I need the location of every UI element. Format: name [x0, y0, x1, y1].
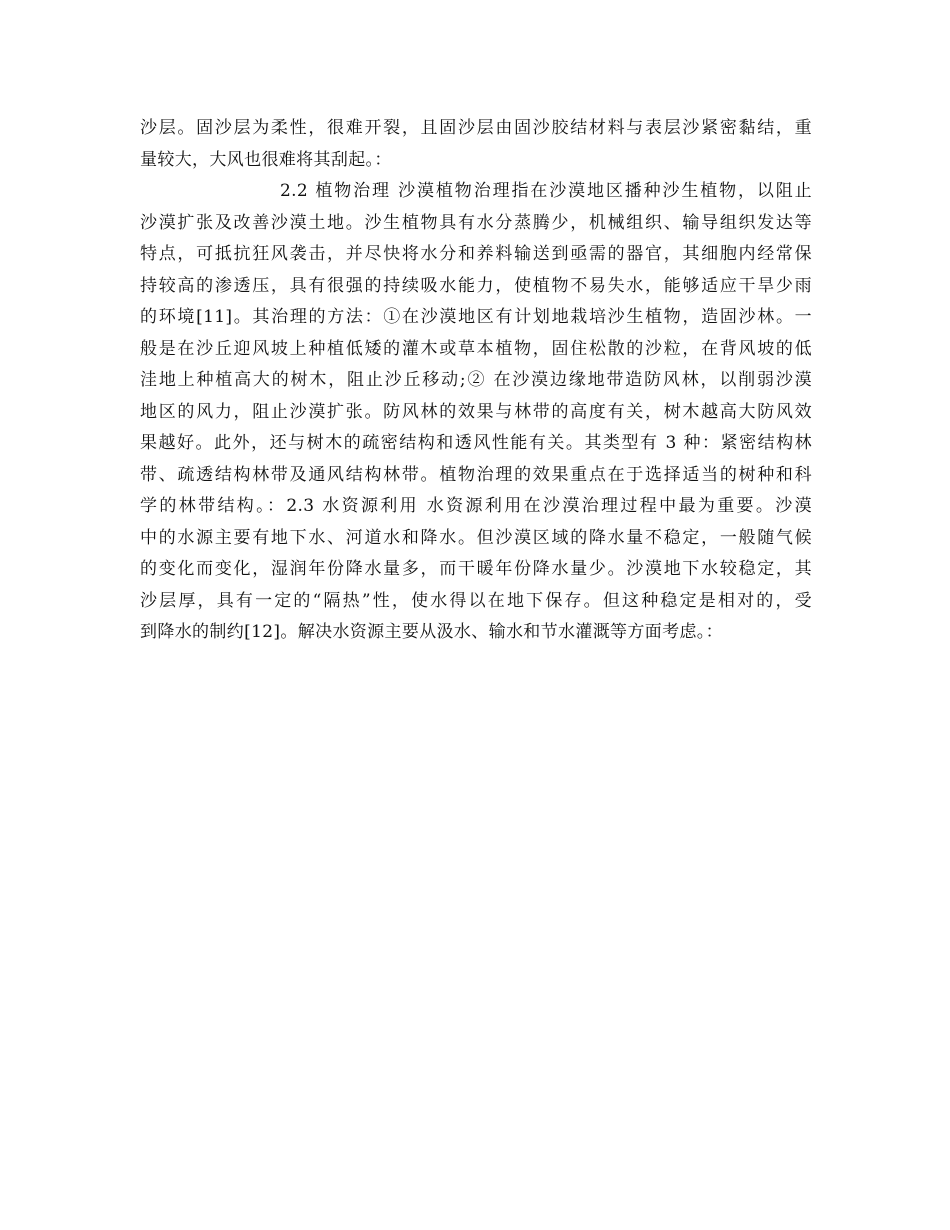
text-line-4: 沙漠扩张及改善沙漠土地。沙生植物具有水分蒸腾少，机械组织、输导组织发达等 — [140, 212, 812, 233]
text-line-9: 洼地上种植高大的树木，阻止沙丘移动;② 在沙漠边缘地带造防风林，以削弱沙漠 — [140, 370, 812, 390]
text-line-15: 的变化而变化，湿润年份降水量多，而干暖年份降水量少。沙漠地下水较稳定，其 — [140, 559, 812, 579]
text-line-1: 沙层。固沙层为柔性，很难开裂，且固沙层由固沙胶结材料与表层沙紧密黏结，重 — [140, 118, 812, 138]
text-line-5: 特点，可抵抗狂风袭击，并尽快将水分和养料输送到亟需的器官，其细胞内经常保 — [140, 244, 812, 264]
text-line-13: 学的林带结构。：2.3 水资源利用 水资源利用在沙漠治理过程中最为重要。沙漠 — [140, 496, 812, 516]
text-line-2: 量较大，大风也很难将其刮起。： — [140, 149, 392, 170]
section-heading-line: 2.2 植物治理 沙漠植物治理指在沙漠地区播种沙生植物，以阻止 — [280, 181, 812, 201]
text-line-17: 到降水的制约[12]。解决水资源主要从汲水、输水和节水灌溉等方面考虑。： — [140, 622, 723, 642]
text-line-16: 沙层厚，具有一定的“隔热”性，使水得以在地下保存。但这种稳定是相对的，受 — [140, 590, 812, 611]
text-line-8: 般是在沙丘迎风坡上种植低矮的灌木或草本植物，固住松散的沙粒，在背风坡的低 — [140, 338, 812, 359]
text-line-10: 地区的风力，阻止沙漠扩张。防风林的效果与林带的高度有关，树木越高大防风效 — [140, 401, 812, 422]
body-text — [140, 113, 812, 649]
text-line-14: 中的水源主要有地下水、河道水和降水。但沙漠区域的降水量不稳定，一般随气候 — [140, 527, 812, 548]
text-line-6: 持较高的渗透压，具有很强的持续吸水能力，使植物不易失水，能够适应干旱少雨 — [140, 275, 812, 296]
text-line-12: 带、疏透结构林带及通风结构林带。植物治理的效果重点在于选择适当的树种和科 — [140, 464, 812, 485]
text-line-11: 果越好。此外，还与树木的疏密结构和透风性能有关。其类型有 3 种：紧密结构林 — [140, 433, 812, 453]
text-line-7: 的环境[11]。其治理的方法：①在沙漠地区有计划地栽培沙生植物，造固沙林。一 — [140, 307, 812, 327]
